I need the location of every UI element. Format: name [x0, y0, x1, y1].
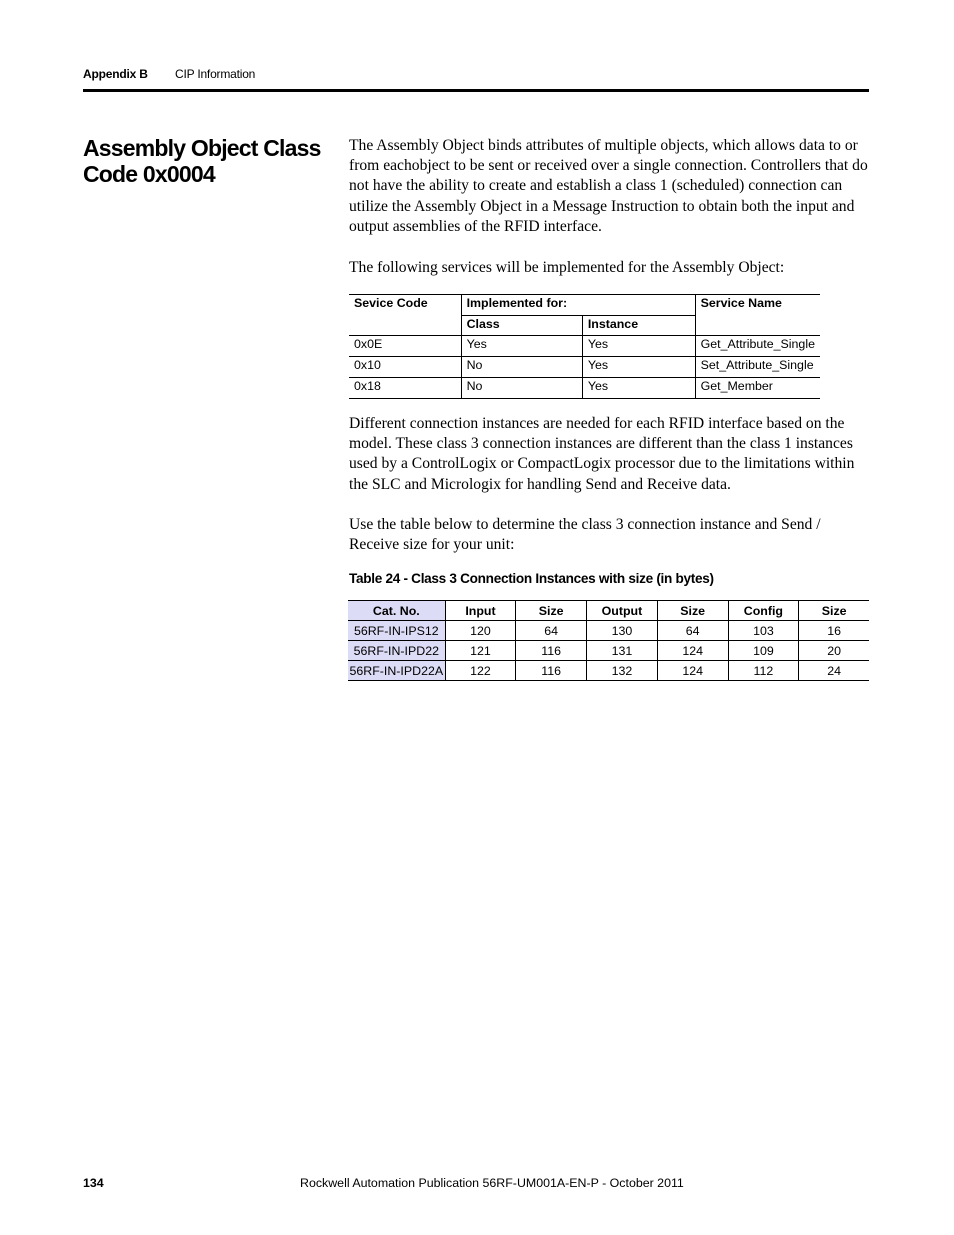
output-cell: 132 [587, 661, 658, 681]
header-config: Config [728, 601, 799, 621]
page-number: 134 [83, 1176, 104, 1190]
appendix-label: Appendix B [83, 67, 148, 81]
table-caption: Table 24 - Class 3 Connection Instances with size (in bytes) [349, 571, 714, 586]
service-code-cell: 0x18 [349, 378, 461, 399]
header-instance: Instance [582, 316, 695, 336]
instance-cell: Yes [582, 378, 695, 399]
table-row [348, 661, 869, 681]
service-name-cell: Get_Attribute_Single [695, 336, 820, 357]
output-size-cell: 64 [657, 621, 728, 641]
config-size-cell: 20 [799, 641, 869, 661]
header-service-code: Sevice Code [349, 295, 461, 336]
publication-footer: Rockwell Automation Publication 56RF-UM001A-EN-P - October 2011 [300, 1176, 684, 1190]
config-cell: 109 [728, 641, 799, 661]
table-row [349, 336, 820, 357]
output-cell: 130 [587, 621, 658, 641]
header-input: Input [445, 601, 516, 621]
service-name-cell: Get_Member [695, 378, 820, 399]
cat-no-cell: 56RF-IN-IPD22A [348, 661, 445, 681]
header-cat-no: Cat. No. [348, 601, 445, 621]
section-title: Assembly Object Class Code 0x0004 [83, 135, 321, 187]
header-input-size: Size [516, 601, 587, 621]
table-row [348, 621, 869, 641]
connection-instances-table [348, 600, 869, 681]
table-row [349, 378, 820, 399]
table-row [349, 357, 820, 378]
instance-cell: Yes [582, 336, 695, 357]
header-output: Output [587, 601, 658, 621]
config-cell: 112 [728, 661, 799, 681]
header-implemented-for: Implemented for: [461, 295, 695, 316]
config-size-cell: 16 [799, 621, 869, 641]
instance-cell: Yes [582, 357, 695, 378]
services-intro-paragraph: The following services will be implemented for the Assembly Object: [349, 259, 785, 276]
input-cell: 121 [445, 641, 516, 661]
service-code-cell: 0x0E [349, 336, 461, 357]
running-header [83, 66, 869, 92]
input-size-cell: 64 [516, 621, 587, 641]
output-size-cell: 124 [657, 661, 728, 681]
intro-paragraph: The Assembly Object binds attributes of multiple objects, which allows data to or from eachobject to be sent or received over a single connection. Controllers that do not have the ability to create and establish a class 1 (scheduled) connection can utilize the Assembly Object in a Message Instruction to obtain both the input and output assemblies of the RFID interface. [349, 137, 868, 235]
output-cell: 131 [587, 641, 658, 661]
connection-instances-paragraph: Different connection instances are needed for each RFID interface based on the model. These class 3 connection instances are different than the class 1 instances used by a ControlLogix or CompactLogix processor due to the limitations within the SLC and Micrologix for handling Send and Receive data. [349, 415, 855, 493]
table-row [348, 641, 869, 661]
section-label: CIP Information [175, 67, 256, 81]
instances-header-row [348, 601, 869, 621]
header-service-name: Service Name [695, 295, 820, 336]
header-class: Class [461, 316, 582, 336]
input-cell: 120 [445, 621, 516, 641]
class-cell: No [461, 357, 582, 378]
service-code-cell: 0x10 [349, 357, 461, 378]
config-cell: 103 [728, 621, 799, 641]
config-size-cell: 24 [799, 661, 869, 681]
input-size-cell: 116 [516, 641, 587, 661]
cat-no-cell: 56RF-IN-IPS12 [348, 621, 445, 641]
header-config-size: Size [799, 601, 869, 621]
service-name-cell: Set_Attribute_Single [695, 357, 820, 378]
services-table [349, 294, 820, 399]
input-cell: 122 [445, 661, 516, 681]
input-size-cell: 116 [516, 661, 587, 681]
table-usage-paragraph: Use the table below to determine the class 3 connection instance and Send / Receive size for your unit: [349, 516, 821, 554]
services-header-row [349, 295, 820, 316]
header-output-size: Size [657, 601, 728, 621]
output-size-cell: 124 [657, 641, 728, 661]
cat-no-cell: 56RF-IN-IPD22 [348, 641, 445, 661]
class-cell: No [461, 378, 582, 399]
class-cell: Yes [461, 336, 582, 357]
